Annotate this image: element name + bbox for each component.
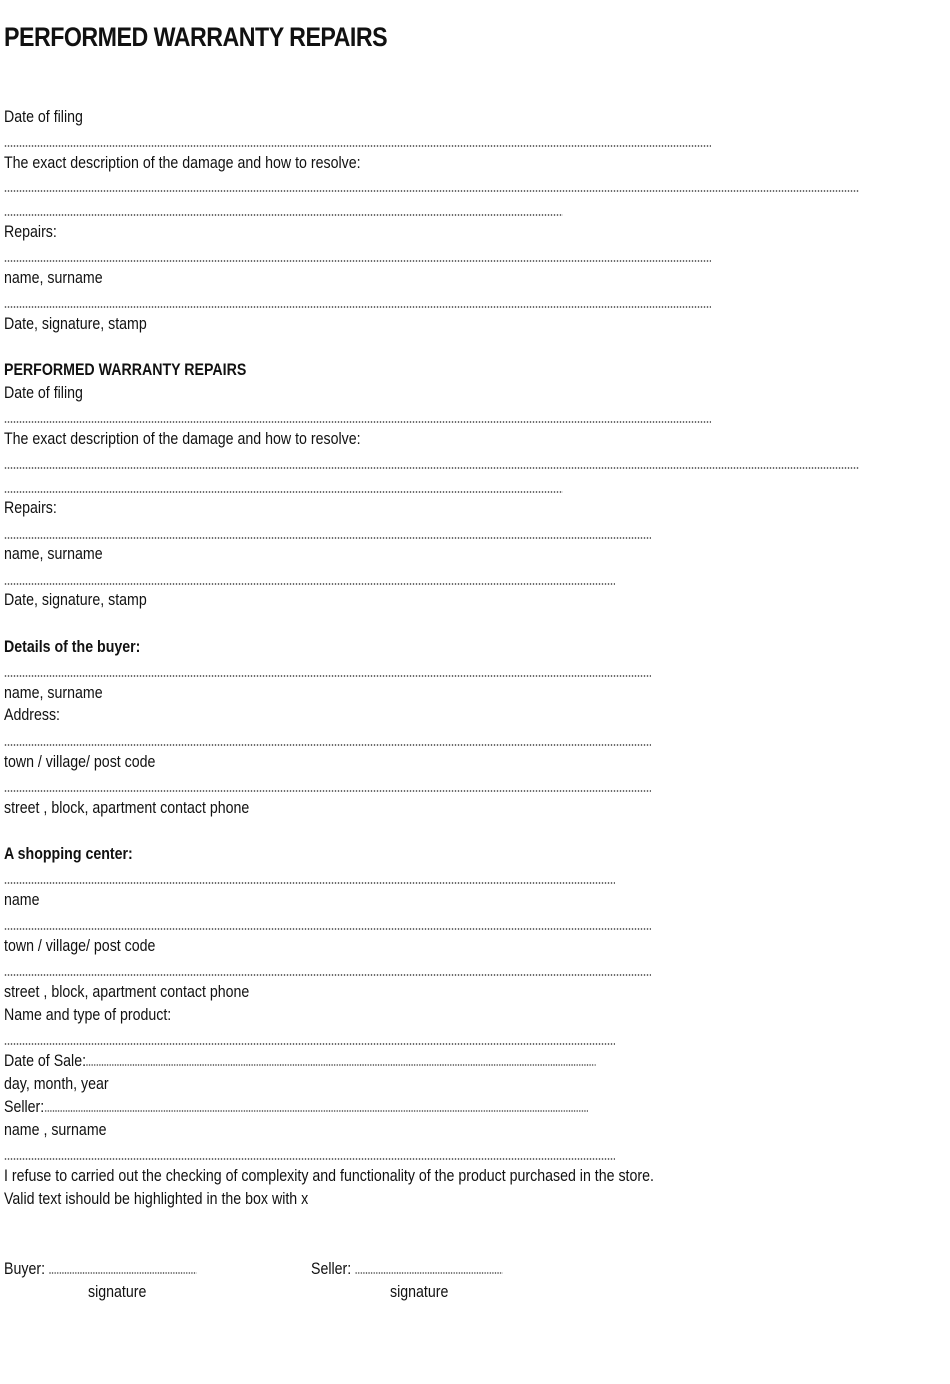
buyer-signature-caption: signature [88,1283,147,1301]
seller-line[interactable] [44,1110,588,1112]
buyer-street-line[interactable] [4,790,651,792]
date-of-filing-line[interactable] [4,145,711,147]
page-title: PERFORMED WARRANTY REPAIRS [4,22,388,52]
seller-signature-row [311,1259,503,1279]
buyer-name-line[interactable] [4,675,651,677]
date-signature-line[interactable] [4,583,615,585]
seller-signature-caption: signature [390,1283,449,1301]
date-of-sale-label: Date of Sale: [4,1052,87,1070]
shop-town-line[interactable] [4,928,651,930]
date-format-caption: day, month, year [4,1075,109,1093]
date-signature-line[interactable] [4,306,711,308]
shop-heading: A shopping center: [4,845,133,863]
buyer-address-label: Address: [4,706,61,724]
damage-description-line[interactable] [4,214,563,216]
name-surname-caption: name, surname [4,545,103,563]
seller-label: Seller: [4,1098,45,1116]
date-of-filing-label: Date of filing [4,384,83,402]
refusal-instruction: Valid text ishould be highlighted in the box with x [4,1190,309,1208]
repairs-line[interactable] [4,260,711,262]
damage-description-line[interactable] [4,491,563,493]
buyer-name-surname-caption: name, surname [4,684,103,702]
shop-street-line[interactable] [4,974,651,976]
buyer-signature-line[interactable] [49,1272,197,1274]
buyer-street-caption: street , block, apartment contact phone [4,799,250,817]
damage-description-label: The exact description of the damage and how to resolve: [4,154,361,172]
buyer-signature-label: Buyer: [4,1260,46,1278]
buyer-heading: Details of the buyer: [4,638,141,656]
shop-town-caption: town / village/ post code [4,937,156,955]
refusal-statement: I refuse to carried out the checking of complexity and functionality of the product purchased in the store. [4,1167,654,1185]
buyer-town-caption: town / village/ post code [4,753,156,771]
product-line[interactable] [4,1043,615,1045]
name-surname-caption: name, surname [4,269,103,287]
date-of-filing-label: Date of filing [4,108,83,126]
damage-description-line[interactable] [4,467,859,469]
seller-signature-label: Seller: [311,1260,352,1278]
seller-signature-line[interactable] [355,1272,503,1274]
shop-street-caption: street , block, apartment contact phone [4,983,250,1001]
seller-name-surname-caption: name , surname [4,1121,107,1139]
damage-description-line[interactable] [4,190,859,192]
date-of-sale-line[interactable] [86,1064,596,1066]
damage-description-label: The exact description of the damage and how to resolve: [4,430,361,448]
repairs-line[interactable] [4,537,651,539]
date-of-filing-line[interactable] [4,421,711,423]
shop-name-caption: name [4,891,40,909]
date-signature-stamp-caption: Date, signature, stamp [4,591,147,609]
buyer-town-line[interactable] [4,744,651,746]
repairs-label: Repairs: [4,499,57,517]
date-signature-stamp-caption: Date, signature, stamp [4,315,147,333]
seller-row [4,1097,588,1117]
repairs-label: Repairs: [4,223,57,241]
shop-name-line[interactable] [4,882,615,884]
section-heading: PERFORMED WARRANTY REPAIRS [4,361,247,379]
refusal-line[interactable] [4,1158,615,1160]
date-of-sale-row [4,1051,596,1071]
product-label: Name and type of product: [4,1006,172,1024]
buyer-signature-row [4,1259,197,1279]
